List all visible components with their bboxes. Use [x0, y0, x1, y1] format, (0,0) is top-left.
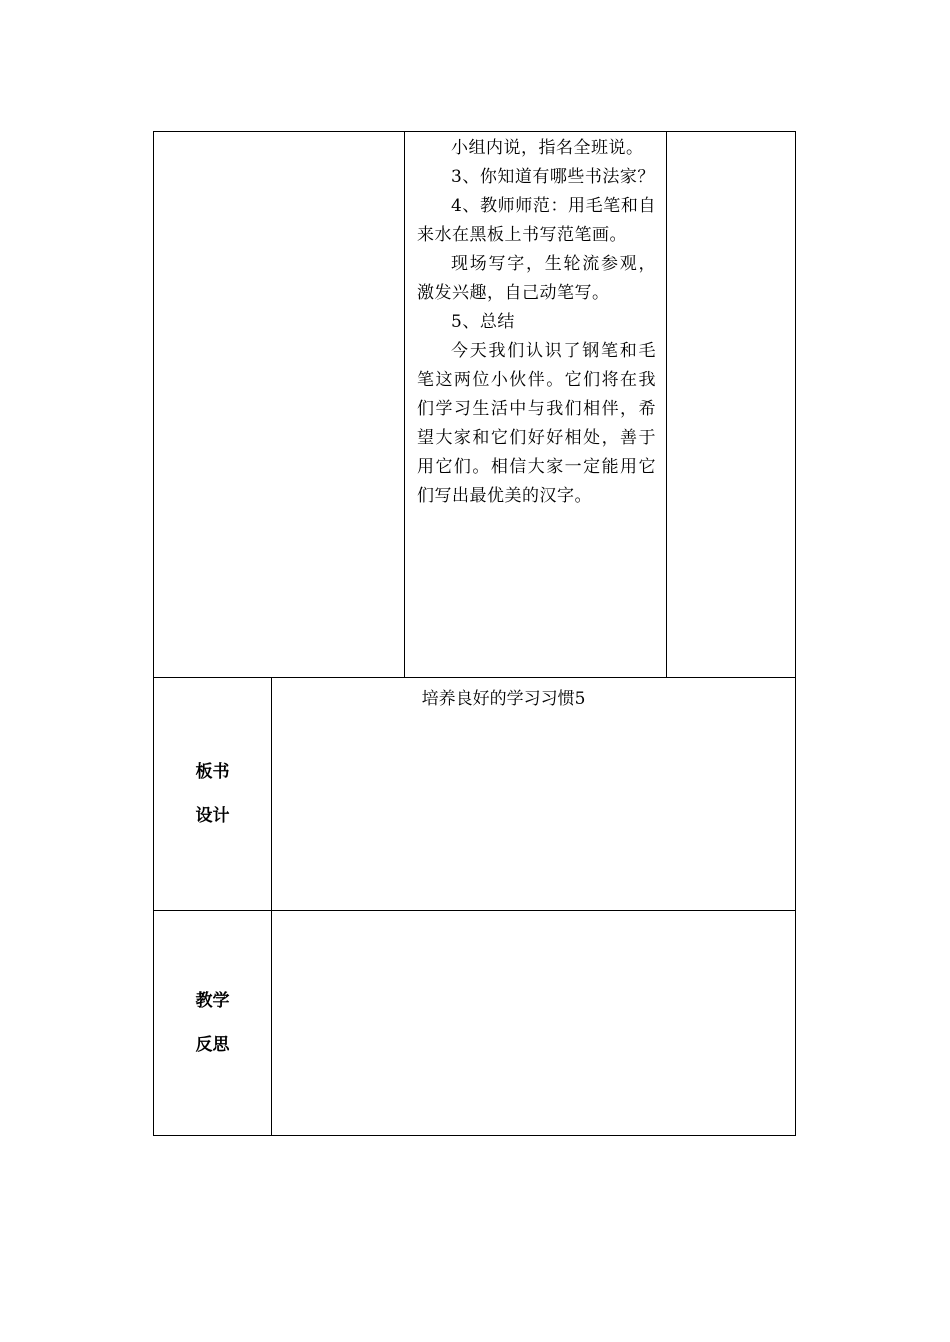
board-design-row — [154, 678, 795, 911]
reflection-label — [154, 911, 272, 1135]
board-design-label-line2: 设计 — [195, 806, 230, 826]
reflection-label-line2: 反思 — [195, 1035, 230, 1055]
paragraph-teacher-demo: 4、教师师范：用毛笔和自来水在黑板上书写范笔画。 — [417, 196, 656, 245]
reflection-label-line1: 教学 — [195, 991, 230, 1011]
reflection-content — [272, 911, 795, 1135]
board-design-content — [272, 678, 795, 910]
upper-middle-cell — [405, 132, 667, 677]
board-design-title: 培养良好的学习习惯5 — [421, 689, 586, 709]
paragraph-live-writing: 现场写字，生轮流参观，激发兴趣，自己动笔写。 — [417, 254, 656, 303]
paragraph-summary-text: 今天我们认识了钢笔和毛笔这两位小伙伴。它们将在我们学习生活中与我们相伴，希望大家和它们好好相处，善于用它们。相信大家一定能用它们写出最优美的汉字。 — [417, 341, 656, 506]
paragraph-question-calligraphers: 3、你知道有哪些书法家？ — [451, 167, 655, 187]
upper-left-cell — [154, 132, 405, 677]
board-design-label — [154, 678, 272, 910]
reflection-row — [154, 911, 795, 1135]
lower-table — [153, 677, 796, 1136]
board-design-label-line1: 板书 — [195, 762, 230, 782]
paragraph-summary-heading: 5、总结 — [451, 312, 515, 332]
upper-table — [153, 131, 796, 678]
paragraph-group-report: 小组内说，指名全班说。 — [451, 138, 644, 158]
upper-right-cell — [667, 132, 795, 677]
